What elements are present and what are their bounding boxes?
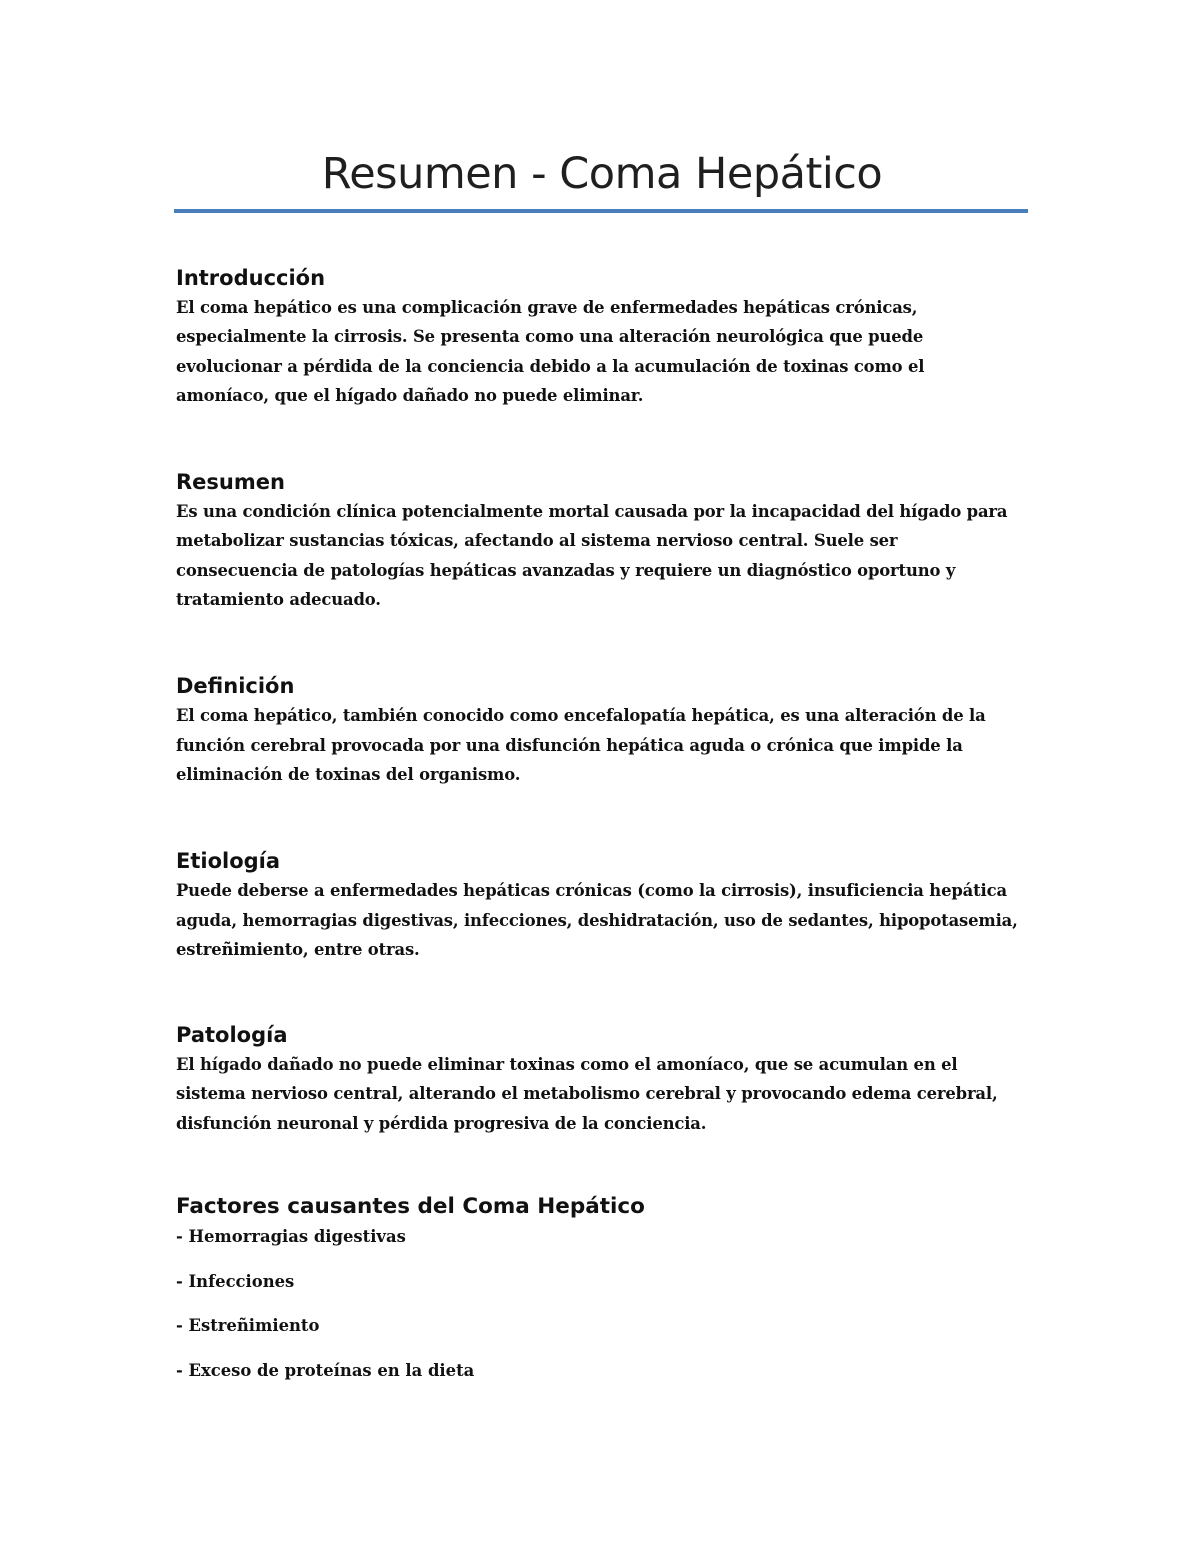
- text-line: aguda, hemorragias digestivas, infecciones, deshidratación, uso de sedantes, hipopotasemia,: [176, 910, 1018, 930]
- text-line: especialmente la cirrosis. Se presenta como una alteración neurológica que puede: [176, 327, 924, 347]
- text-line: eliminación de toxinas del organismo.: [176, 764, 521, 784]
- title-underline: [174, 209, 1028, 213]
- section-heading: Resumen: [176, 470, 285, 495]
- list-item: - Estreñimiento: [176, 1316, 320, 1336]
- section-etiologia: [176, 846, 1028, 964]
- list-item: - Infecciones: [176, 1271, 295, 1291]
- section-patologia: [176, 1020, 1028, 1138]
- text-line: Puede deberse a enfermedades hepáticas crónicas (como la cirrosis), insuficiencia hepática: [176, 881, 1007, 901]
- section-factores-causantes: [176, 1192, 1028, 1385]
- section-body: [176, 497, 1028, 614]
- text-line: sistema nervioso central, alterando el metabolismo cerebral y provocando edema cerebral,: [176, 1084, 998, 1104]
- section-body: [176, 876, 1028, 964]
- text-line: metabolizar sustancias tóxicas, afectando al sistema nervioso central. Suele ser: [176, 531, 898, 551]
- text-line: El coma hepático es una complicación grave de enfermedades hepáticas crónicas,: [176, 298, 918, 317]
- list-item: - Hemorragias digestivas: [176, 1227, 406, 1247]
- section-body: [176, 701, 1028, 789]
- section-heading: Introducción: [176, 266, 326, 290]
- text-line: estreñimiento, entre otras.: [176, 939, 420, 959]
- section-body: [176, 1050, 1028, 1138]
- text-line: tratamiento adecuado.: [176, 590, 381, 610]
- section-body: [176, 293, 1028, 410]
- section-heading: Patología: [176, 1023, 288, 1048]
- factor-list: [176, 1222, 1028, 1385]
- text-line: Es una condición clínica potencialmente mortal causada por la incapacidad del hígado para: [176, 502, 1008, 522]
- text-line: función cerebral provocada por una disfunción hepática aguda o crónica que impide la: [176, 735, 963, 755]
- section-definicion: [176, 671, 1028, 789]
- section-heading: Definición: [176, 674, 295, 699]
- text-line: evolucionar a pérdida de la conciencia debido a la acumulación de toxinas como el: [176, 356, 925, 376]
- page-title: Resumen - Coma Hepático: [321, 149, 883, 199]
- text-line: El coma hepático, también conocido como encefalopatía hepática, es una alteración de la: [176, 706, 986, 726]
- section-introduccion: [176, 263, 1028, 410]
- section-heading: Etiología: [176, 849, 281, 874]
- text-line: amoníaco, que el hígado dañado no puede eliminar.: [176, 385, 644, 405]
- text-line: disfunción neuronal y pérdida progresiva de la conciencia.: [176, 1113, 707, 1133]
- section-resumen: [176, 467, 1028, 614]
- section-heading: Factores causantes del Coma Hepático: [176, 1194, 645, 1220]
- list-item: - Exceso de proteínas en la dieta: [176, 1360, 475, 1380]
- text-line: consecuencia de patologías hepáticas avanzadas y requiere un diagnóstico oportuno y: [176, 560, 956, 580]
- text-line: El hígado dañado no puede eliminar toxinas como el amoníaco, que se acumulan en el: [176, 1055, 958, 1075]
- document-content: [176, 140, 1028, 1400]
